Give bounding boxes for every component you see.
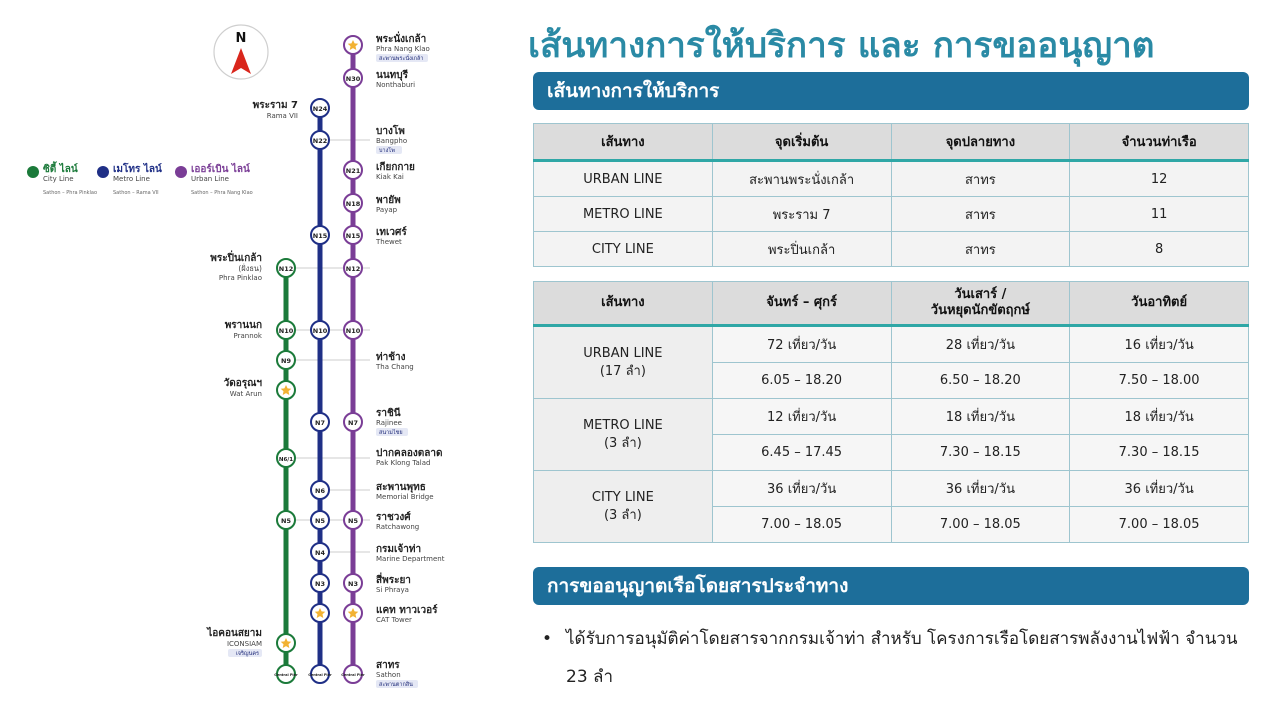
code-central-city: Central Pier bbox=[274, 673, 298, 677]
table-cell: 6.50 – 18.20 bbox=[891, 363, 1070, 399]
table-row bbox=[534, 232, 1249, 267]
station-en: Bangpho bbox=[376, 137, 408, 145]
table-cell: 16 เที่ยว/วัน bbox=[1070, 326, 1249, 363]
code-n30: N30 bbox=[345, 75, 361, 83]
station-memorial-bridge: สะพานพุทธ bbox=[376, 482, 426, 493]
station-rama-vii: พระราม 7 bbox=[252, 100, 298, 111]
col-header-line: วันเสาร์ / bbox=[954, 287, 1007, 302]
table-row bbox=[534, 471, 1249, 507]
table-cell: 8 bbox=[1070, 232, 1249, 267]
code-n5-metro: N5 bbox=[315, 517, 325, 525]
station-en: Ratchawong bbox=[376, 523, 420, 531]
table-cell: 7.30 – 18.15 bbox=[1070, 435, 1249, 471]
station-pak-klong-talad: ปากคลองตลาด bbox=[376, 448, 443, 459]
code-n22: N22 bbox=[312, 137, 328, 145]
route-map bbox=[0, 0, 470, 720]
code-n21: N21 bbox=[345, 167, 361, 175]
schedule-table bbox=[533, 281, 1249, 543]
line-cell bbox=[534, 326, 713, 399]
code-n18: N18 bbox=[345, 200, 361, 208]
station-kiak-kai: เกียกกาย bbox=[376, 162, 415, 173]
legend-city-en: City Line bbox=[43, 175, 74, 183]
station-si-phraya: สี่พระยา bbox=[376, 575, 411, 586]
legend-city-route: Sathon – Phra Pinklao bbox=[43, 190, 98, 196]
table-row bbox=[534, 399, 1249, 435]
table-row bbox=[534, 326, 1249, 363]
table-cell: 28 เที่ยว/วัน bbox=[891, 326, 1070, 363]
station-en: Rama VII bbox=[266, 112, 298, 120]
table-cell: พระราม 7 bbox=[712, 197, 891, 232]
code-n4: N4 bbox=[315, 549, 325, 557]
table-cell: 36 เที่ยว/วัน bbox=[891, 471, 1070, 507]
station-en: Kiak Kai bbox=[376, 173, 404, 181]
table-cell: 18 เที่ยว/วัน bbox=[1070, 399, 1249, 435]
code-n10-city: N10 bbox=[278, 327, 294, 335]
table-cell: พระปิ่นเกล้า bbox=[712, 232, 891, 267]
badge-text: เจริญนคร bbox=[235, 651, 259, 657]
code-n6: N6 bbox=[315, 487, 325, 495]
table-cell: 72 เที่ยว/วัน bbox=[712, 326, 891, 363]
station-tha-chang: ท่าช้าง bbox=[376, 352, 406, 363]
compass-icon bbox=[214, 25, 268, 79]
table-cell: 18 เที่ยว/วัน bbox=[891, 399, 1070, 435]
line-name: CITY LINE bbox=[591, 489, 654, 505]
badge-text: สนามไชย bbox=[379, 430, 403, 436]
code-n10-urban: N10 bbox=[345, 327, 361, 335]
table-cell: สาทร bbox=[891, 232, 1070, 267]
section-header-routes: เส้นทางการให้บริการ bbox=[533, 72, 1249, 110]
urban-line-dot bbox=[175, 166, 187, 178]
station-en: ICONSIAM bbox=[226, 640, 262, 648]
table-cell: 36 เที่ยว/วัน bbox=[712, 471, 891, 507]
station-marine-department: กรมเจ้าท่า bbox=[376, 544, 422, 555]
station-wat-arun: วัดอรุณฯ bbox=[223, 378, 262, 389]
table-cell: 7.00 – 18.05 bbox=[891, 507, 1070, 543]
page-title: เส้นทางการให้บริการ และ การขออนุญาต bbox=[528, 26, 1155, 66]
station-en: Thewet bbox=[376, 238, 402, 246]
code-central-metro: Central Pier bbox=[308, 673, 332, 677]
code-n10-metro: N10 bbox=[312, 327, 328, 335]
right-station-labels bbox=[375, 31, 445, 688]
table-cell: สาทร bbox=[891, 197, 1070, 232]
station-en: Tha Chang bbox=[376, 363, 414, 371]
legend-metro-en: Metro Line bbox=[113, 175, 150, 183]
legend-urban-en: Urban Line bbox=[191, 175, 229, 183]
station-en: Pak Klong Talad bbox=[376, 459, 431, 467]
col-header: วันอาทิตย์ bbox=[1070, 282, 1249, 326]
table-cell: CITY LINE bbox=[534, 232, 713, 267]
col-header: จุดปลายทาง bbox=[891, 124, 1070, 161]
station-phra-pinklao: พระปิ่นเกล้า bbox=[210, 253, 262, 264]
col-header: จันทร์ – ศุกร์ bbox=[712, 282, 891, 326]
station-phra-nang-klao: พระนั่งเกล้า bbox=[376, 34, 427, 45]
permit-text: ได้รับการอนุมัติค่าโดยสารจากกรมเจ้าท่า สำหรับ โครงการเรือโดยสารพลังงานไฟฟ้า จำนวน 23 ลำ bbox=[566, 629, 1238, 687]
station-en: Sathon bbox=[376, 671, 401, 679]
station-en: Payap bbox=[376, 206, 398, 214]
legend-urban-route: Sathon – Phra Nang Klao bbox=[191, 190, 253, 196]
code-n6-1: N6/1 bbox=[278, 457, 294, 463]
line-name: URBAN LINE bbox=[583, 345, 663, 361]
col-header-saturday bbox=[891, 282, 1070, 326]
station-bangpho: บางโพ bbox=[376, 126, 405, 137]
station-en: Memorial Bridge bbox=[376, 493, 434, 501]
table-cell: 7.50 – 18.00 bbox=[1070, 363, 1249, 399]
legend-city-th: ซิตี้ ไลน์ bbox=[43, 164, 78, 175]
code-n5-urban: N5 bbox=[348, 517, 358, 525]
section-header-permit: การขออนุญาตเรือโดยสารประจำทาง bbox=[533, 567, 1249, 605]
table-cell: 11 bbox=[1070, 197, 1249, 232]
station-en: Phra Nang Klao bbox=[376, 45, 430, 53]
table-cell: 7.00 – 18.05 bbox=[712, 507, 891, 543]
line-legend bbox=[27, 161, 253, 196]
boat-count: (3 ลำ) bbox=[603, 435, 642, 451]
station-en: Wat Arun bbox=[229, 390, 262, 398]
badge-text: สะพานตากสิน bbox=[379, 682, 413, 688]
station-thewet: เทเวศร์ bbox=[376, 227, 407, 238]
station-prannok: พรานนก bbox=[224, 320, 262, 331]
station-sub: (ฝั่งธน) bbox=[238, 264, 262, 273]
table-cell: สะพานพระนั่งเกล้า bbox=[712, 161, 891, 197]
line-cell bbox=[534, 399, 713, 471]
table-cell: 12 เที่ยว/วัน bbox=[712, 399, 891, 435]
table-cell: 6.05 – 18.20 bbox=[712, 363, 891, 399]
code-central-urban: Central Pier bbox=[341, 673, 365, 677]
station-ratchawong: ราชวงศ์ bbox=[376, 512, 411, 523]
col-header: เส้นทาง bbox=[534, 124, 713, 161]
col-header: จุดเริ่มต้น bbox=[712, 124, 891, 161]
legend-urban-th: เออร์เบิน ไลน์ bbox=[191, 164, 250, 175]
code-n3-metro: N3 bbox=[315, 580, 325, 588]
table-cell: METRO LINE bbox=[534, 197, 713, 232]
boat-count: (17 ลำ) bbox=[599, 363, 646, 379]
code-n7-metro: N7 bbox=[315, 419, 325, 427]
bullet-icon: • bbox=[542, 629, 553, 649]
station-rajinee: ราชินี bbox=[376, 408, 401, 419]
table-cell: 7.30 – 18.15 bbox=[891, 435, 1070, 471]
col-header: จำนวนท่าเรือ bbox=[1070, 124, 1249, 161]
permit-bullet-item bbox=[542, 620, 1242, 696]
code-n7-urban: N7 bbox=[348, 419, 358, 427]
line-cell bbox=[534, 471, 713, 543]
station-en: CAT Tower bbox=[376, 616, 412, 624]
table-header-row bbox=[534, 124, 1249, 161]
badge-text: สะพานพระนั่งเกล้า bbox=[379, 56, 424, 62]
compass-label: N bbox=[235, 31, 247, 46]
col-header-line: วันหยุดนักขัตฤกษ์ bbox=[930, 303, 1030, 318]
code-n15-urban: N15 bbox=[345, 232, 361, 240]
table-cell: 6.45 – 17.45 bbox=[712, 435, 891, 471]
legend-metro-th: เมโทร ไลน์ bbox=[113, 164, 162, 175]
table-cell: 7.00 – 18.05 bbox=[1070, 507, 1249, 543]
col-header: เส้นทาง bbox=[534, 282, 713, 326]
station-en: Rajinee bbox=[376, 419, 402, 427]
code-n3-urban: N3 bbox=[348, 580, 358, 588]
routes-table bbox=[533, 123, 1249, 267]
city-line-dot bbox=[27, 166, 39, 178]
metro-line-dot bbox=[97, 166, 109, 178]
station-en: Si Phraya bbox=[376, 586, 409, 594]
badge-text: บางโพ bbox=[379, 148, 395, 154]
table-row bbox=[534, 197, 1249, 232]
station-nonthaburi: นนทบุรี bbox=[376, 70, 408, 81]
code-n12-urban: N12 bbox=[345, 265, 361, 273]
station-en: Prannok bbox=[233, 332, 262, 340]
station-iconsiam: ไอคอนสยาม bbox=[207, 628, 262, 639]
code-n15-metro: N15 bbox=[312, 232, 328, 240]
code-n12-city: N12 bbox=[278, 265, 294, 273]
table-cell: URBAN LINE bbox=[534, 161, 713, 197]
station-payap: พายัพ bbox=[376, 195, 401, 206]
line-name: METRO LINE bbox=[582, 417, 663, 433]
station-en: Marine Department bbox=[376, 555, 445, 563]
boat-count: (3 ลำ) bbox=[603, 507, 642, 523]
legend-metro-route: Sathon – Rama VII bbox=[113, 190, 159, 196]
table-cell: สาทร bbox=[891, 161, 1070, 197]
station-sathon: สาทร bbox=[376, 660, 400, 671]
station-en: Nonthaburi bbox=[376, 81, 416, 89]
code-n24: N24 bbox=[312, 105, 328, 113]
station-en: Phra Pinklao bbox=[218, 274, 262, 282]
code-n9: N9 bbox=[281, 357, 291, 365]
table-cell: 36 เที่ยว/วัน bbox=[1070, 471, 1249, 507]
code-n5-city: N5 bbox=[281, 517, 291, 525]
station-cat-tower: แคท ทาวเวอร์ bbox=[376, 605, 438, 616]
table-header-row bbox=[534, 282, 1249, 326]
table-row bbox=[534, 161, 1249, 197]
table-cell: 12 bbox=[1070, 161, 1249, 197]
